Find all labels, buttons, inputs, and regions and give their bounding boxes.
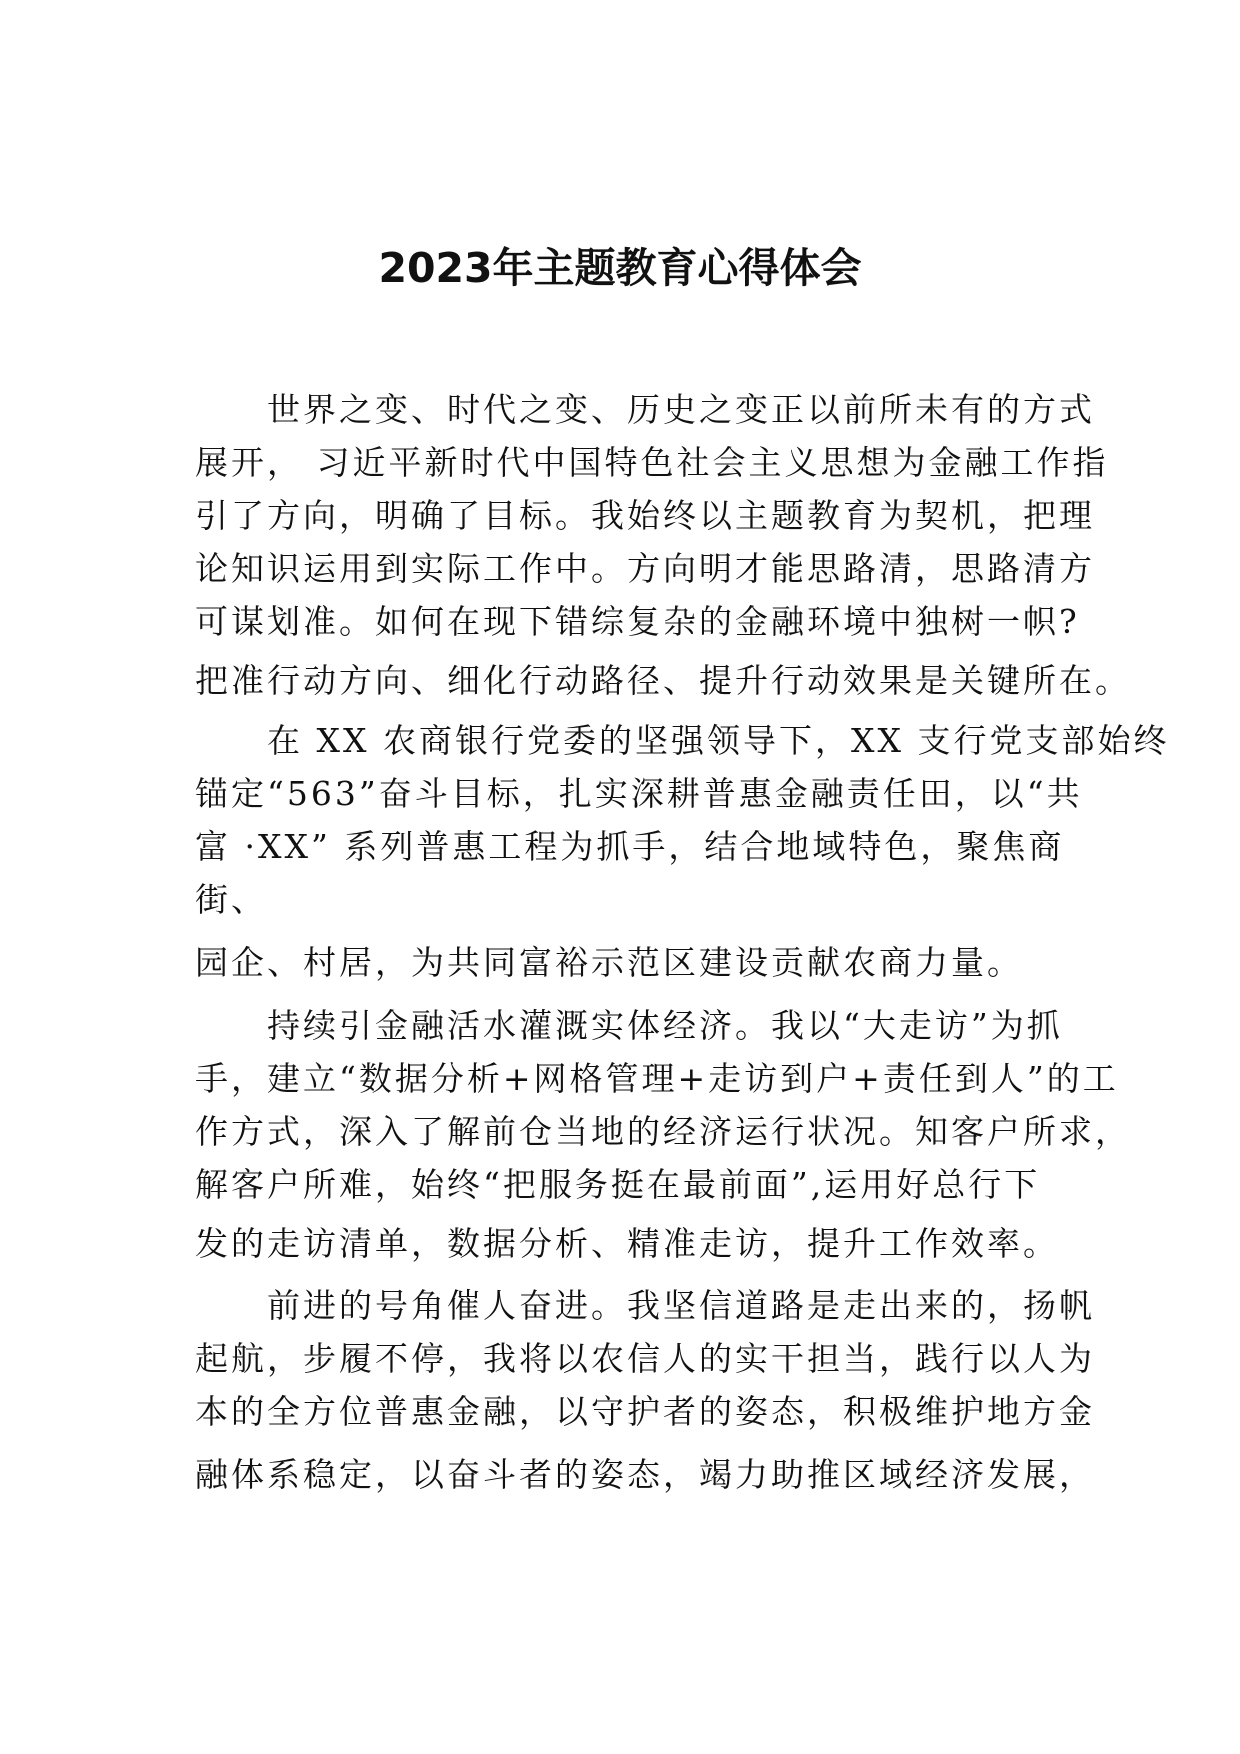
body-line: 发的走访清单，数据分析、精准走访，提升工作效率。 — [195, 1224, 1059, 1263]
body-line: 论知识运用到实际工作中。方向明才能思路清，思路清方 — [195, 549, 1095, 588]
body-line: 引了方向，明确了目标。我始终以主题教育为契机，把理 — [195, 496, 1095, 535]
body-line: 起航，步履不停，我将以农信人的实干担当，践行以人为 — [195, 1339, 1095, 1378]
body-line: 融体系稳定，以奋斗者的姿态，竭力助推区域经济发展， — [195, 1455, 1095, 1494]
document-title: 2023年主题教育心得体会 — [378, 244, 862, 292]
body-line: 可谋划准。如何在现下错综复杂的金融环境中独树一帜? — [195, 602, 1080, 641]
body-line: 本的全方位普惠金融，以守护者的姿态，积极维护地方金 — [195, 1392, 1095, 1431]
body-line: 展开， 习近平新时代中国特色社会主义思想为金融工作指 — [195, 443, 1109, 482]
body-line: 世界之变、时代之变、历史之变正以前所未有的方式 — [195, 390, 1095, 429]
body-line: 作方式，深入了解前仓当地的经济运行状况。知客户所求， — [195, 1112, 1131, 1151]
body-line: 前进的号角催人奋进。我坚信道路是走出来的，扬帆 — [195, 1286, 1095, 1325]
body-line: 在 XX 农商银行党委的坚强领导下，XX 支行党支部始终 — [195, 721, 1170, 760]
body-line: 手，建立“数据分析+网格管理+走访到户+责任到人”的工 — [195, 1059, 1119, 1098]
body-line: 持续引金融活水灌溉实体经济。我以“大走访”为抓 — [195, 1006, 1063, 1045]
body-line: 园企、村居，为共同富裕示范区建设贡献农商力量。 — [195, 943, 1023, 982]
body-line: 把准行动方向、细化行动路径、提升行动效果是关键所在。 — [195, 661, 1131, 700]
body-line: 解客户所难，始终“把服务挺在最前面”,运用好总行下 — [195, 1165, 1041, 1204]
body-line: 街、 — [195, 880, 267, 919]
body-line: 锚定“563”奋斗目标，扎实深耕普惠金融责任田，以“共 — [195, 774, 1083, 813]
body-line: 富 ·XX” 系列普惠工程为抓手，结合地域特色，聚焦商 — [195, 827, 1065, 866]
